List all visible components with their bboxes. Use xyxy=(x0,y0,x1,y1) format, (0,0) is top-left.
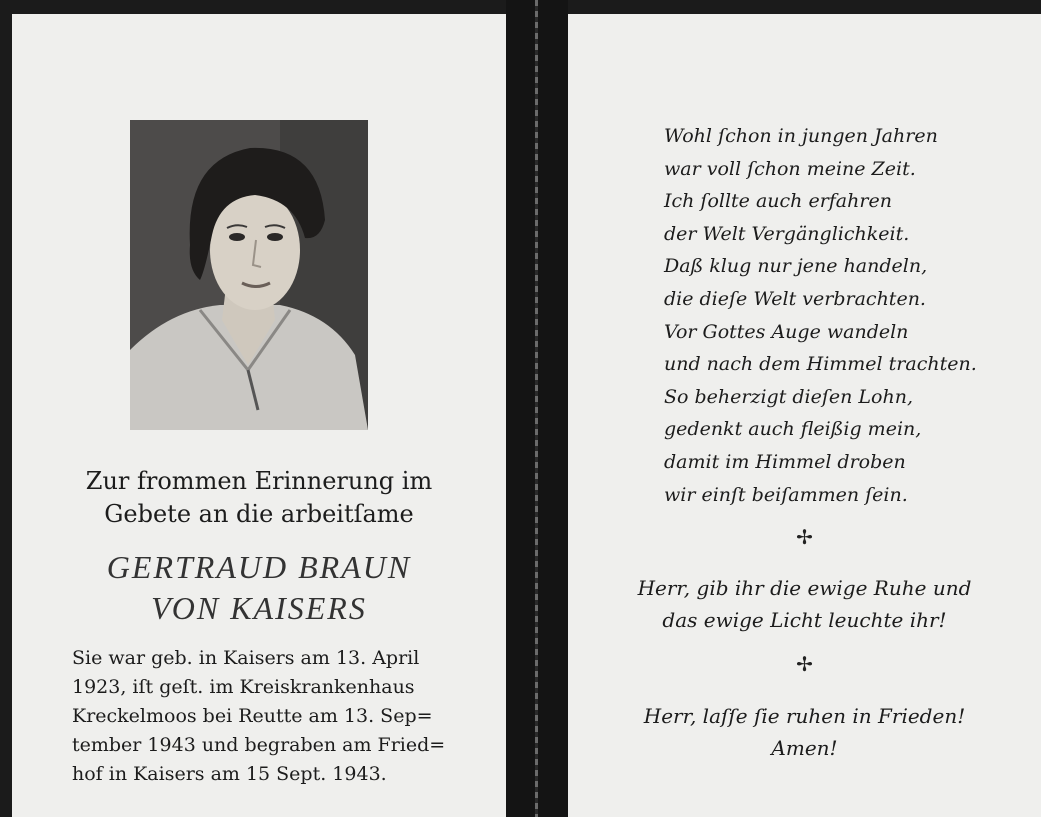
bio-line: hof in Kaisers am 15 Sept. 1943. xyxy=(72,763,387,785)
memorial-card-left xyxy=(12,14,506,817)
poem-line: wir einſt beiſammen ſein. xyxy=(664,483,908,506)
bio-line: 1923, iſt geſt. im Kreiskrankenhaus xyxy=(72,676,415,698)
bio-line: Sie war geb. in Kaisers am 13. April xyxy=(72,647,420,669)
prayer-line: Herr, gib ihr die ewige Ruhe und xyxy=(637,576,972,600)
prayer-line: Amen! xyxy=(771,736,838,760)
portrait-photo xyxy=(130,120,368,430)
poem-line: Ich ſollte auch erfahren xyxy=(664,190,892,213)
memorial-card-right xyxy=(568,14,1041,817)
poem-line: So beherzigt dieſen Lohn, xyxy=(664,385,913,408)
poem-line: war voll ſchon meine Zeit. xyxy=(664,157,916,180)
prayer-rest-in-peace xyxy=(568,700,1041,764)
deceased-origin: VON KAISERS xyxy=(151,590,367,626)
poem-line: Vor Gottes Auge wandeln xyxy=(664,320,909,343)
poem-line: die dieſe Welt verbrachten. xyxy=(664,287,926,310)
memorial-poem xyxy=(664,120,977,511)
cross-ornament-icon: ✢ xyxy=(796,525,813,549)
poem-line: gedenkt auch fleißig mein, xyxy=(664,418,922,441)
poem-line: Wohl ſchon in jungen Jahren xyxy=(664,125,938,147)
card-fold-divider xyxy=(506,0,568,817)
poem-line: der Welt Vergänglichkeit. xyxy=(664,222,910,245)
prayer-eternal-rest xyxy=(568,572,1041,636)
prayer-line: das ewige Licht leuchte ihr! xyxy=(662,608,947,632)
biography-text xyxy=(72,644,446,789)
deceased-name: GERTRAUD BRAUN xyxy=(106,549,412,585)
prayer-line: Herr, laſſe ſie ruhen in Frieden! xyxy=(643,704,966,728)
intro-text xyxy=(12,465,506,531)
bio-line: tember 1943 und begraben am Fried= xyxy=(72,734,446,756)
poem-line: Daß klug nur jene handeln, xyxy=(664,255,928,278)
poem-line: und nach dem Himmel trachten. xyxy=(664,353,977,376)
cross-ornament-icon: ✢ xyxy=(796,652,813,676)
intro-line: Zur frommen Erinnerung im xyxy=(85,467,433,495)
bio-line: Kreckelmoos bei Reutte am 13. Sep= xyxy=(72,705,433,727)
intro-line: Gebete an die arbeitſame xyxy=(104,500,414,528)
poem-line: damit im Himmel droben xyxy=(664,450,906,473)
